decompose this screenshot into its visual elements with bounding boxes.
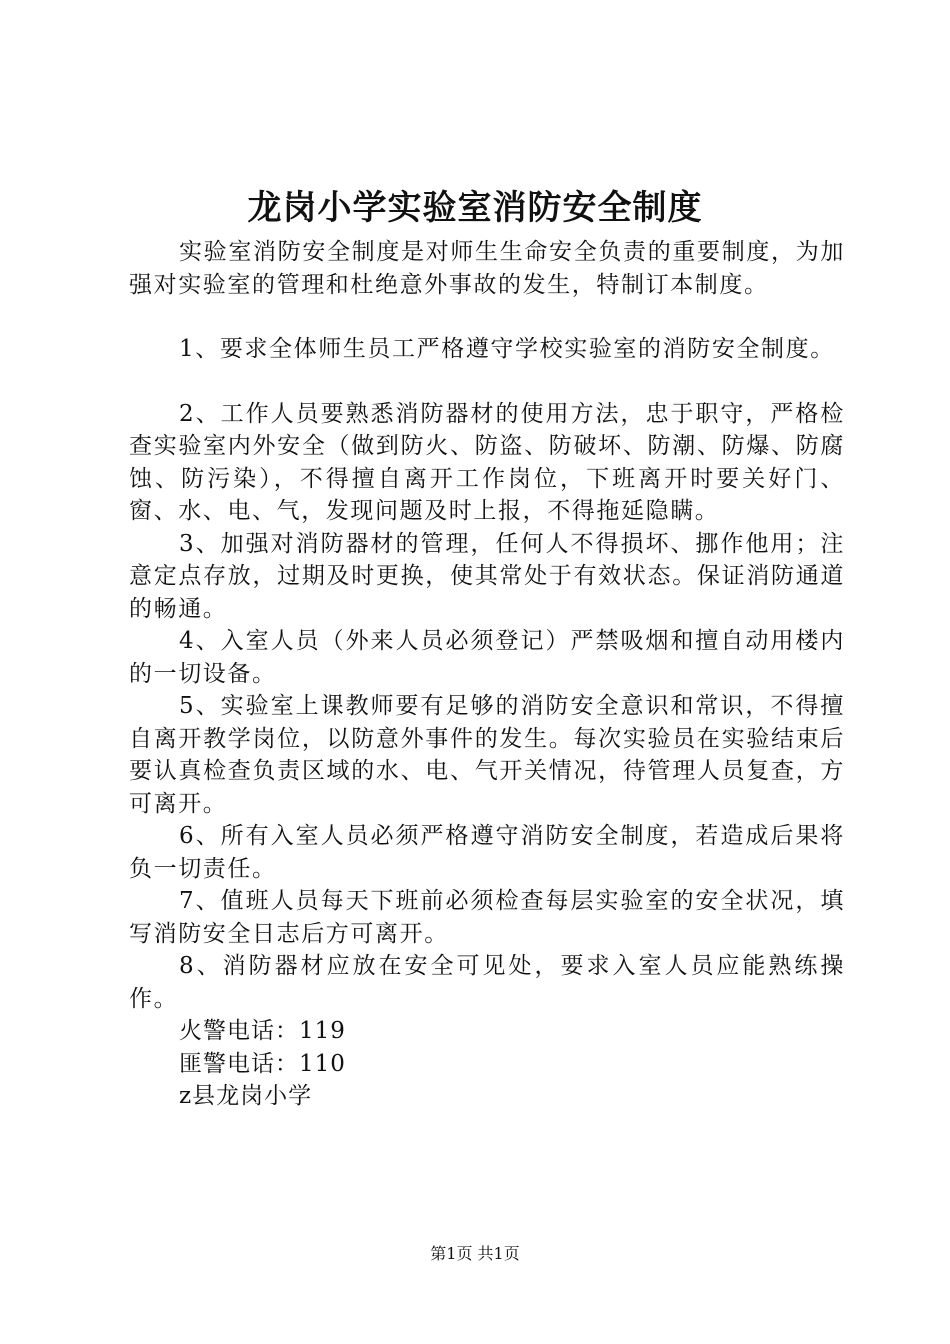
intro-paragraph: 实验室消防安全制度是对师生生命安全负责的重要制度，为加强对实验室的管理和杜绝意外事故的发生，特制订本制度。 bbox=[129, 239, 845, 298]
page-footer: 第1页 共1页 bbox=[430, 1244, 520, 1263]
signature-line: z县龙岗小学 bbox=[179, 1083, 313, 1109]
rule-item-5: 5、实验室上课教师要有足够的消防安全意识和常识，不得擅自离开教学岗位，以防意外事件的发生。每次实验员在实验结束后要认真检查负责区域的水、电、气开关情况，待管理人员复查，方可离开。 bbox=[129, 693, 845, 817]
rule-item-3: 3、加强对消防器材的管理，任何人不得损坏、挪作他用；注意定点存放，过期及时更换，使其常处于有效状态。保证消防通道的畅通。 bbox=[129, 530, 845, 622]
police-phone-line: 匪警电话：110 bbox=[179, 1050, 346, 1077]
document-title: 龙岗小学实验室消防安全制度 bbox=[247, 188, 703, 228]
rule-item-2: 2、工作人员要熟悉消防器材的使用方法，忠于职守，严格检查实验室内外安全（做到防火、防盗、防破坏、防潮、防爆、防腐蚀、防污染），不得擅自离开工作岗位，下班离开时要关好门、窗、水、电、气，发现问题及时上报，不得拖延隐瞒。 bbox=[129, 400, 845, 524]
rule-item-1: 1、要求全体师生员工严格遵守学校实验室的消防安全制度。 bbox=[179, 336, 835, 362]
rule-item-4: 4、入室人员（外来人员必须登记）严禁吸烟和擅自动用楼内的一切设备。 bbox=[129, 628, 845, 687]
document-body bbox=[129, 236, 845, 1113]
rule-item-6: 6、所有入室人员必须严格遵守消防安全制度，若造成后果将负一切责任。 bbox=[129, 823, 845, 882]
fire-phone-line: 火警电话：119 bbox=[179, 1018, 346, 1044]
rule-item-7: 7、值班人员每天下班前必须检查每层实验室的安全状况，填写消防安全日志后方可离开。 bbox=[129, 888, 845, 947]
rule-item-8: 8、消防器材应放在安全可见处，要求入室人员应能熟练操作。 bbox=[129, 953, 845, 1012]
